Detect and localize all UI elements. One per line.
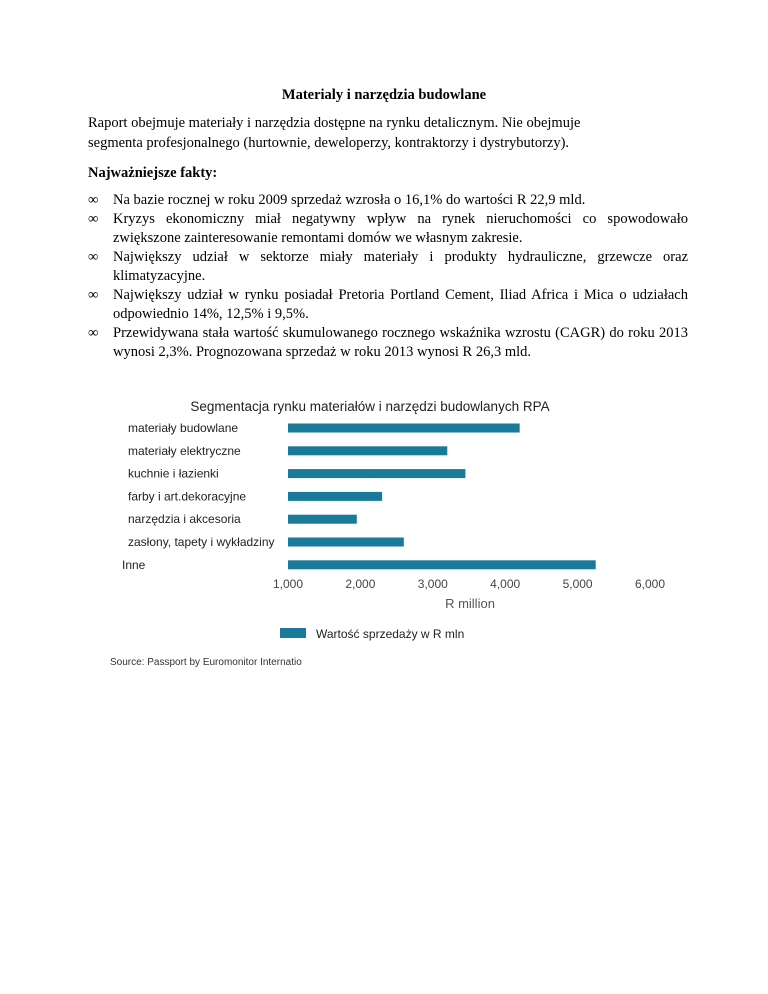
x-tick-label: 2,000: [345, 577, 376, 591]
legend-swatch: [280, 628, 306, 638]
intro-paragraph: [88, 113, 688, 153]
list-item: [88, 210, 688, 248]
x-tick-label: 1,000: [272, 577, 304, 591]
infinity-bullet-icon: ∞: [88, 249, 99, 265]
category-label: materiały budowlane: [128, 421, 239, 435]
chart-title: Segmentacja rynku materiałów i narzędzi budowlanych RPA: [190, 399, 550, 414]
category-label: farby i art.dekoracyjne: [128, 489, 247, 504]
category-label: materiały elektryczne: [128, 443, 241, 458]
list-item: [88, 286, 688, 324]
key-facts-list: [88, 191, 688, 362]
category-label: narzędzia i akcesoria: [128, 512, 241, 527]
bar: [288, 469, 465, 478]
list-item-text: Przewidywana stała wartość skumulowanego rocznego wskaźnika wzrostu (CAGR) do roku 2013 wynosi 2,3%. Prognozowana sprzedaż w roku 2013 wynosi R 26,3 mld.: [113, 325, 688, 360]
list-item: [88, 324, 688, 362]
x-axis-label: R million: [445, 596, 495, 611]
intro-line: segmenta profesjonalnego (hurtownie, deweloperzy, kontraktorzy i dystrybutorzy).: [88, 135, 570, 151]
list-item-text: Największy udział w sektorze miały materiały i produkty hydrauliczne, grzewcze oraz klimatyzacyjne.: [113, 249, 688, 284]
chart-svg: [100, 392, 690, 682]
x-tick-label: 5,000: [562, 577, 593, 591]
intro-line: Raport obejmuje materiały i narzędzia dostępne na rynku detalicznym. Nie obejmuje: [88, 115, 581, 131]
list-item: [88, 248, 688, 286]
category-label: zasłony, tapety i wykładziny: [128, 535, 275, 549]
x-tick-label: 3,000: [417, 577, 448, 591]
bar: [288, 515, 357, 524]
infinity-bullet-icon: ∞: [88, 325, 99, 341]
chart-source: Source: Passport by Euromonitor Internatio: [110, 657, 302, 668]
infinity-bullet-icon: ∞: [88, 211, 99, 227]
category-label: Inne: [122, 557, 146, 572]
market-segmentation-chart: [100, 392, 690, 682]
key-facts-heading: Najważniejsze fakty:: [88, 165, 218, 181]
list-item-text: Kryzys ekonomiczny miał negatywny wpływ na rynek nieruchomości co spowodowało zwiększone zainteresowanie remontami domów we własnym zakresie.: [113, 211, 688, 246]
bar: [288, 424, 520, 433]
category-label: kuchnie i łazienki: [128, 466, 219, 481]
x-tick-label: 6,000: [634, 577, 666, 591]
list-item: [88, 191, 688, 210]
list-item-text: Największy udział w rynku posiadał Pretoria Portland Cement, Iliad Africa i Mica o udziałach odpowiednio 14%, 12,5% i 9,5%.: [113, 287, 688, 322]
infinity-bullet-icon: ∞: [88, 287, 99, 303]
document-title: Materialy i narzędzia budowlane: [281, 87, 487, 103]
bar: [288, 492, 382, 501]
bar: [288, 560, 596, 569]
list-item-text: Na bazie rocznej w roku 2009 sprzedaż wzrosła o 16,1% do wartości R 22,9 mld.: [113, 192, 586, 208]
x-tick-label: 4,000: [490, 577, 521, 591]
bar: [288, 538, 404, 547]
infinity-bullet-icon: ∞: [88, 192, 99, 208]
bar: [288, 446, 447, 455]
legend-label: Wartość sprzedaży w R mln: [316, 627, 465, 641]
